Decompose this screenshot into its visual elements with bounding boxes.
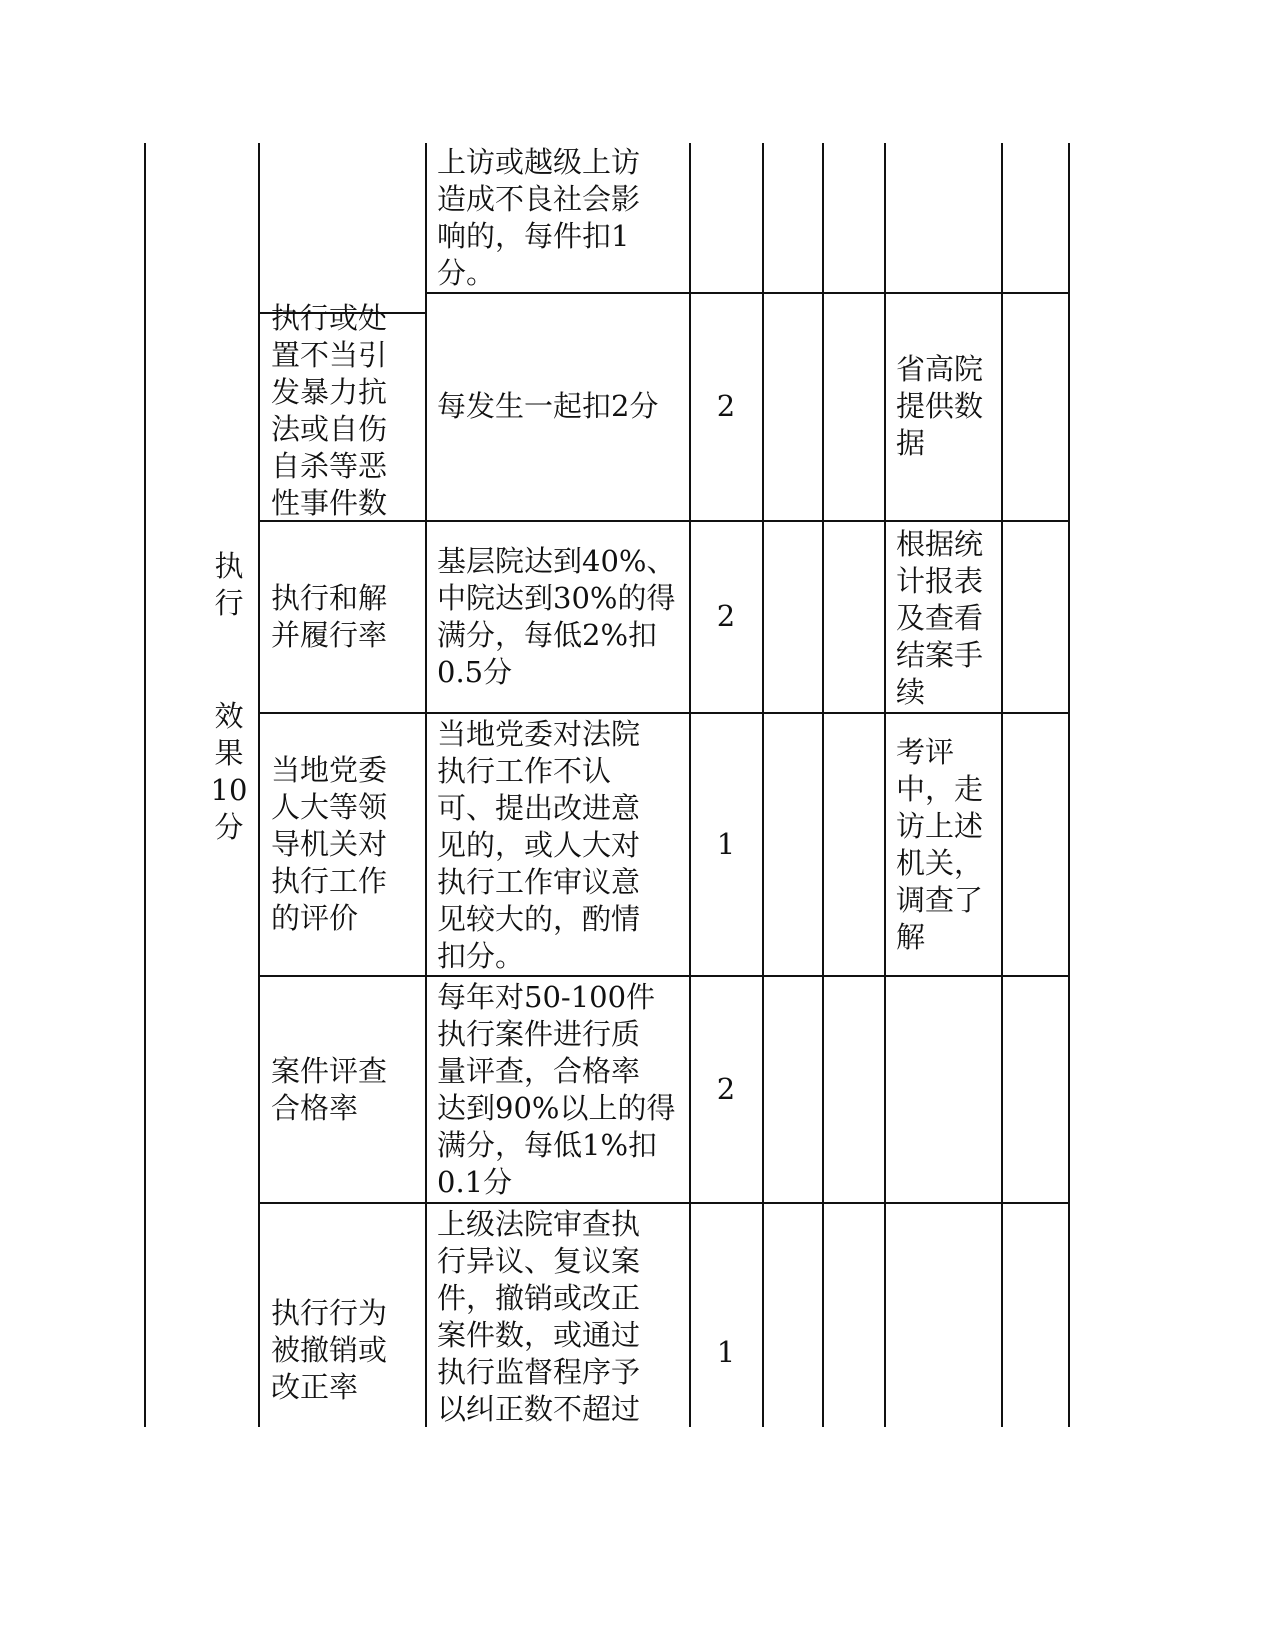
row-2-note: 根据统 计报表 及查看 结案手 续	[896, 527, 984, 709]
row-4-criteria: 每年对50-100件 执行案件进行质 量评查，合格率 达到90%以上的得 满分，每低1%扣 0.1分	[437, 980, 676, 1199]
row-1-note: 省高院 提供数 据	[896, 352, 984, 460]
row-5-score: 1	[716, 1335, 736, 1369]
row-2-score: 2	[716, 599, 736, 633]
row-2-criteria: 基层院达到40%、 中院达到30%的得 满分，每低2%扣 0.5分	[437, 544, 676, 689]
row-2-item: 执行和解 并履行率	[271, 581, 388, 652]
row-3-criteria: 当地党委对法院 执行工作不认 可、提出改进意 见的，或人大对 执行工作审议意 见较大的，酌情 扣分。	[437, 717, 641, 973]
row-1-item: 执行或处 置不当引 发暴力抗 法或自伤 自杀等恶 性事件数	[271, 301, 388, 520]
row-3-score: 1	[716, 827, 736, 861]
row-3-item: 当地党委 人大等领 导机关对 执行工作 的评价	[271, 753, 388, 935]
category-label-execution: 执 行	[214, 549, 244, 620]
row-5-item: 执行行为 被撤销或 改正率	[271, 1296, 388, 1404]
row-5-criteria: 上级法院审查执 行异议、复议案 件，撤销或改正 案件数，或通过 执行监督程序予 以纠正数不超过	[437, 1207, 641, 1426]
row-3-note: 考评 中，走 访上述 机关， 调查了 解	[896, 735, 984, 954]
row-0-criteria: 上访或越级上访 造成不良社会影 响的，每件扣1 分。	[437, 145, 641, 290]
row-1-criteria: 每发生一起扣2分	[437, 389, 659, 423]
row-4-score: 2	[716, 1072, 736, 1106]
category-label-effect-score: 效 果 10 分	[210, 699, 248, 844]
row-4-item: 案件评查 合格率	[271, 1054, 388, 1125]
row-1-score: 2	[716, 389, 736, 423]
